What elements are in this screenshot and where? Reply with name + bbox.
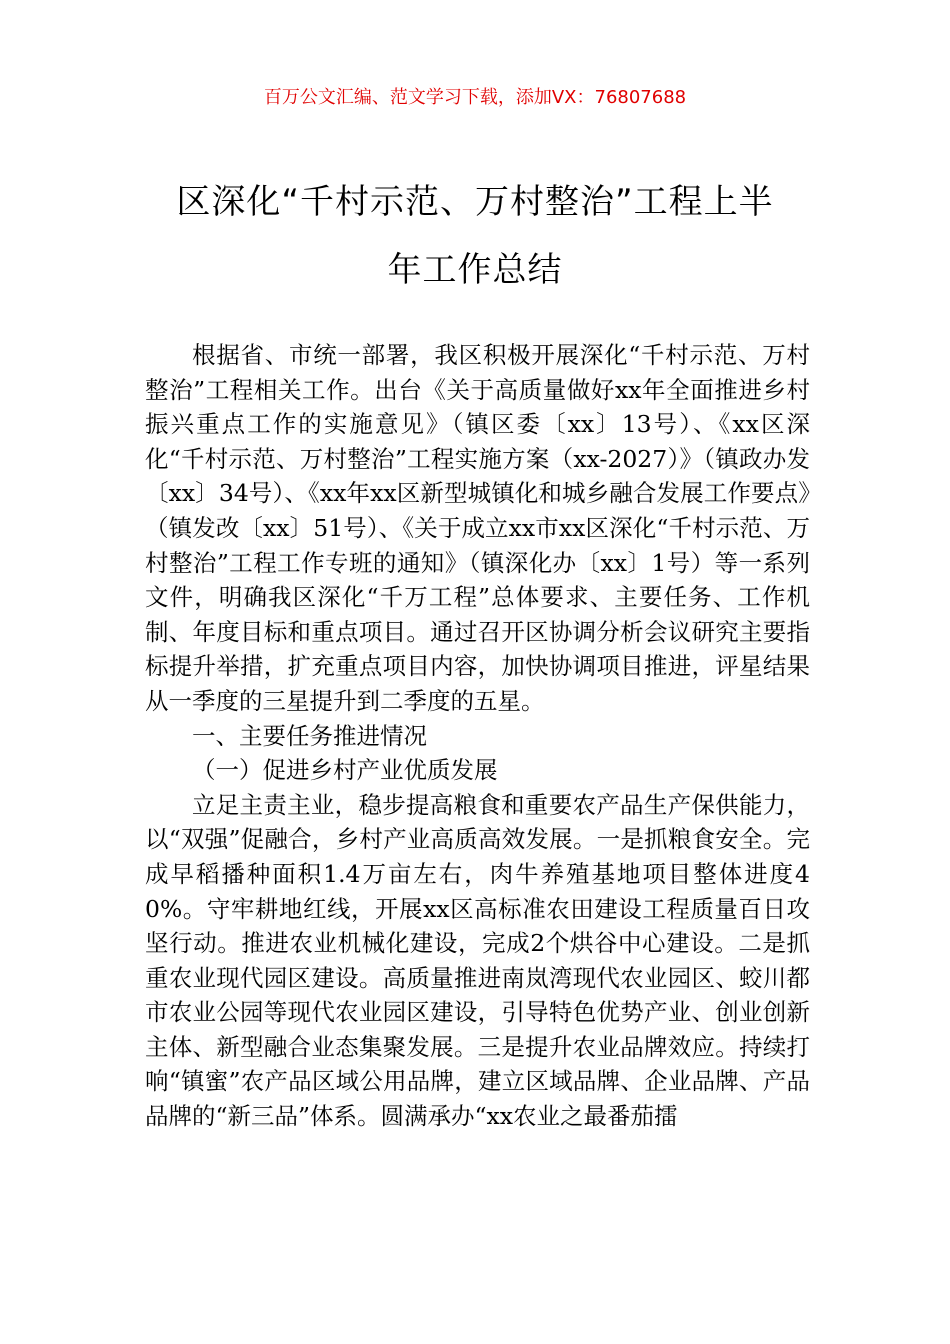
section-heading-1: 一、主要任务推进情况	[192, 721, 427, 750]
document-title-line-1: 区深化“千村示范、万村整治”工程上半	[176, 182, 774, 222]
paragraph-intro: 根据省、市统一部署，我区积极开展深化“千村示范、万村整治”工程相关工作。出台《关于高质量做好xx年全面推进乡村振兴重点工作的实施意见》（镇区委〔xx〕13号）、《xx区深化“千村示范、万村整治”工程实施方案（xx-2027）》（镇政办发〔xx〕34号）、《xx年xx区新型城镇化和城乡融合发展工作要点》（镇发改〔xx〕51号）、《关于成立xx市xx区深化“千村示范、万村整治”工程工作专班的通知》（镇深化办〔xx〕1号）等一系列文件，明确我区深化“千万工程”总体要求、主要任务、工作机制、年度目标和重点项目。通过召开区协调分析会议研究主要指标提升举措，扩充重点项目内容，加快协调项目推进，评星结果从一季度的三星提升到二季度的五星。	[145, 341, 810, 715]
subsection-heading-1: （一）促进乡村产业优质发展	[192, 756, 498, 785]
header-watermark-note: 百万公文汇编、范文学习下载，添加VX：76807688	[263, 87, 687, 108]
document-body	[145, 338, 810, 1134]
document-title-line-2: 年工作总结	[387, 250, 563, 290]
paragraph-industry: 立足主责主业，稳步提高粮食和重要农产品生产保供能力，以“双强”促融合，乡村产业高质高效发展。一是抓粮食安全。完成早稻播种面积1.4万亩左右，肉牛养殖基地项目整体进度40%。守牢耕地红线，开展xx区高标准农田建设工程质量百日攻坚行动。推进农业机械化建设，完成2个烘谷中心建设。二是抓重农业现代园区建设。高质量推进南岚湾现代农业园区、蛟川都市农业公园等现代农业园区建设，引导特色优势产业、创业创新主体、新型融合业态集聚发展。三是提升农业品牌效应。持续打响“镇蜜”农产品区域公用品牌，建立区域品牌、企业品牌、产品品牌的“新三品”体系。圆满承办“xx农业之最番茄擂	[145, 790, 810, 1131]
